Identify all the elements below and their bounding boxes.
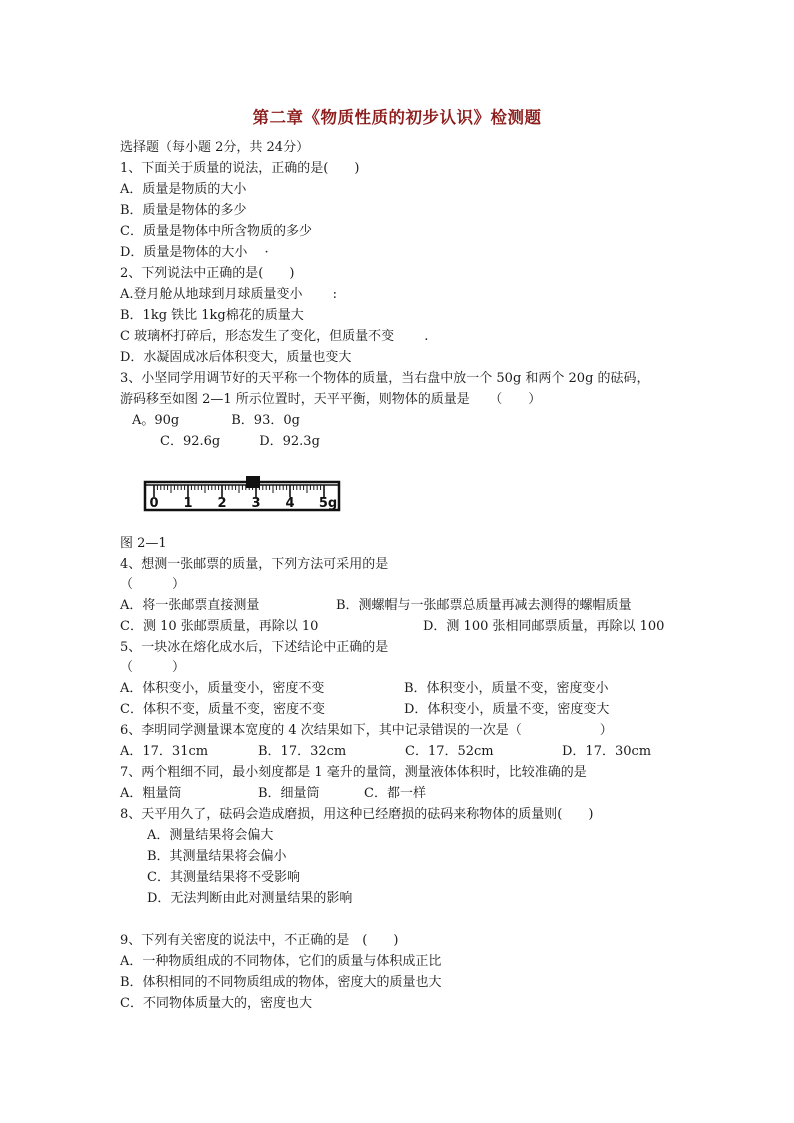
figure-caption: 图 2—1: [120, 536, 167, 551]
question-1-option-b: B．质量是物体的多少: [120, 203, 247, 218]
scale-tick-label: 0: [149, 496, 159, 511]
question-8-stem: 8、天平用久了，砝码会造成磨损，用这种已经磨损的砝码来称物体的质量则( ): [120, 807, 594, 822]
question-8-option-c: C．其测量结果将不受影响: [147, 870, 300, 885]
page-title: 第二章《物质性质的初步认识》检测题: [252, 108, 542, 127]
question-3-options-cd: C．92.6g D．92.3g: [160, 434, 320, 449]
question-2-option-d: D．水凝固成冰后体积变大，质量也变大: [120, 350, 352, 365]
question-6-option-b: B．17．32cm: [258, 744, 347, 759]
question-1-option-d: D．质量是物体的大小 ·: [120, 245, 269, 260]
question-5-option-b: B．体积变小，质量不变，密度变小: [404, 681, 609, 696]
question-1-option-a: A．质量是物质的大小: [120, 182, 247, 197]
question-6-stem: 6、李明同学测量课本宽度的 4 次结果如下，其中记录错误的一次是（ ）: [120, 723, 613, 738]
question-4-answer-paren: （ ）: [120, 577, 186, 592]
question-4-option-c: C．测 10 张邮票质量，再除以 10: [120, 619, 319, 634]
question-4-option-d: D．测 100 张相同邮票质量，再除以 100: [423, 619, 665, 634]
question-9-option-c: C．不同物体质量大的，密度也大: [120, 996, 312, 1011]
question-8-option-d: D．无法判断由此对测量结果的影响: [147, 891, 353, 906]
question-7-stem: 7、两个粗细不同，最小刻度都是 1 毫升的量筒，测量液体体积时，比较准确的是: [120, 765, 587, 780]
question-8-option-b: B．其测量结果将会偏小: [147, 849, 287, 864]
question-9-option-a: A．一种物质组成的不同物体，它们的质量与体积成正比: [120, 954, 442, 969]
question-4-stem: 4、想测一张邮票的质量，下列方法可采用的是: [120, 557, 389, 572]
question-3-stem-line1: 3、小坚同学用调节好的天平称一个物体的质量，当右盘中放一个 50g 和两个 20g 的砝码，: [120, 371, 650, 386]
question-5-answer-paren: （ ）: [120, 660, 186, 675]
question-5-option-c: C．体积不变，质量不变，密度不变: [120, 702, 325, 717]
question-5-option-d: D．体积变小，质量不变，密度变大: [404, 702, 610, 717]
question-1-stem: 1、下面关于质量的说法，正确的是( ): [120, 161, 360, 176]
question-5-stem: 5、一块冰在熔化成水后，下述结论中正确的是: [120, 640, 389, 655]
question-6-option-a: A．17．31cm: [120, 744, 209, 759]
question-6-option-d: D．17．30cm: [562, 744, 652, 759]
question-6-option-c: C．17．52cm: [405, 744, 494, 759]
rider-marker: [246, 476, 260, 488]
scale-tick-label: 2: [217, 496, 227, 511]
question-5-option-a: A．体积变小，质量变小，密度不变: [120, 681, 325, 696]
question-3-stem-line2: 游码移至如图 2—1 所示位置时，天平平衡，则物体的质量是 （ ）: [120, 392, 542, 407]
scale-tick-label: 4: [285, 496, 295, 511]
question-2-option-a: A.登月舱从地球到月球质量变小 :: [120, 287, 338, 302]
section-heading: 选择题（每小题 2分，共 24分）: [120, 140, 310, 155]
question-4-option-a: A．将一张邮票直接测量: [120, 598, 260, 613]
scale-tick-label: 3: [251, 496, 261, 511]
question-2-option-c: C 玻璃杯打碎后，形态发生了变化，但质量不变 .: [120, 329, 429, 344]
question-7-option-c: C．都一样: [364, 786, 426, 801]
question-9-stem: 9、下列有关密度的说法中，不正确的是 ( ): [120, 933, 399, 948]
question-7-option-a: A．粗量筒: [120, 786, 182, 801]
question-3-options-ab: A。90g B．93．0g: [132, 413, 300, 428]
question-1-option-c: C．质量是物体中所含物质的多少: [120, 224, 312, 239]
question-2-stem: 2、下列说法中正确的是( ): [120, 266, 295, 281]
question-8-option-a: A．测量结果将会偏大: [147, 828, 274, 843]
question-2-option-b: B．1kg 铁比 1kg棉花的质量大: [120, 308, 304, 323]
rider-scale-figure: [142, 476, 342, 512]
question-9-option-b: B．体积相同的不同物质组成的物体，密度大的质量也大: [120, 975, 442, 990]
question-4-option-b: B．测螺帽与一张邮票总质量再减去测得的螺帽质量: [336, 598, 632, 613]
scale-tick-label: 5g: [318, 496, 338, 511]
scale-tick-label: 1: [183, 496, 193, 511]
question-7-option-b: B．细量筒: [258, 786, 320, 801]
